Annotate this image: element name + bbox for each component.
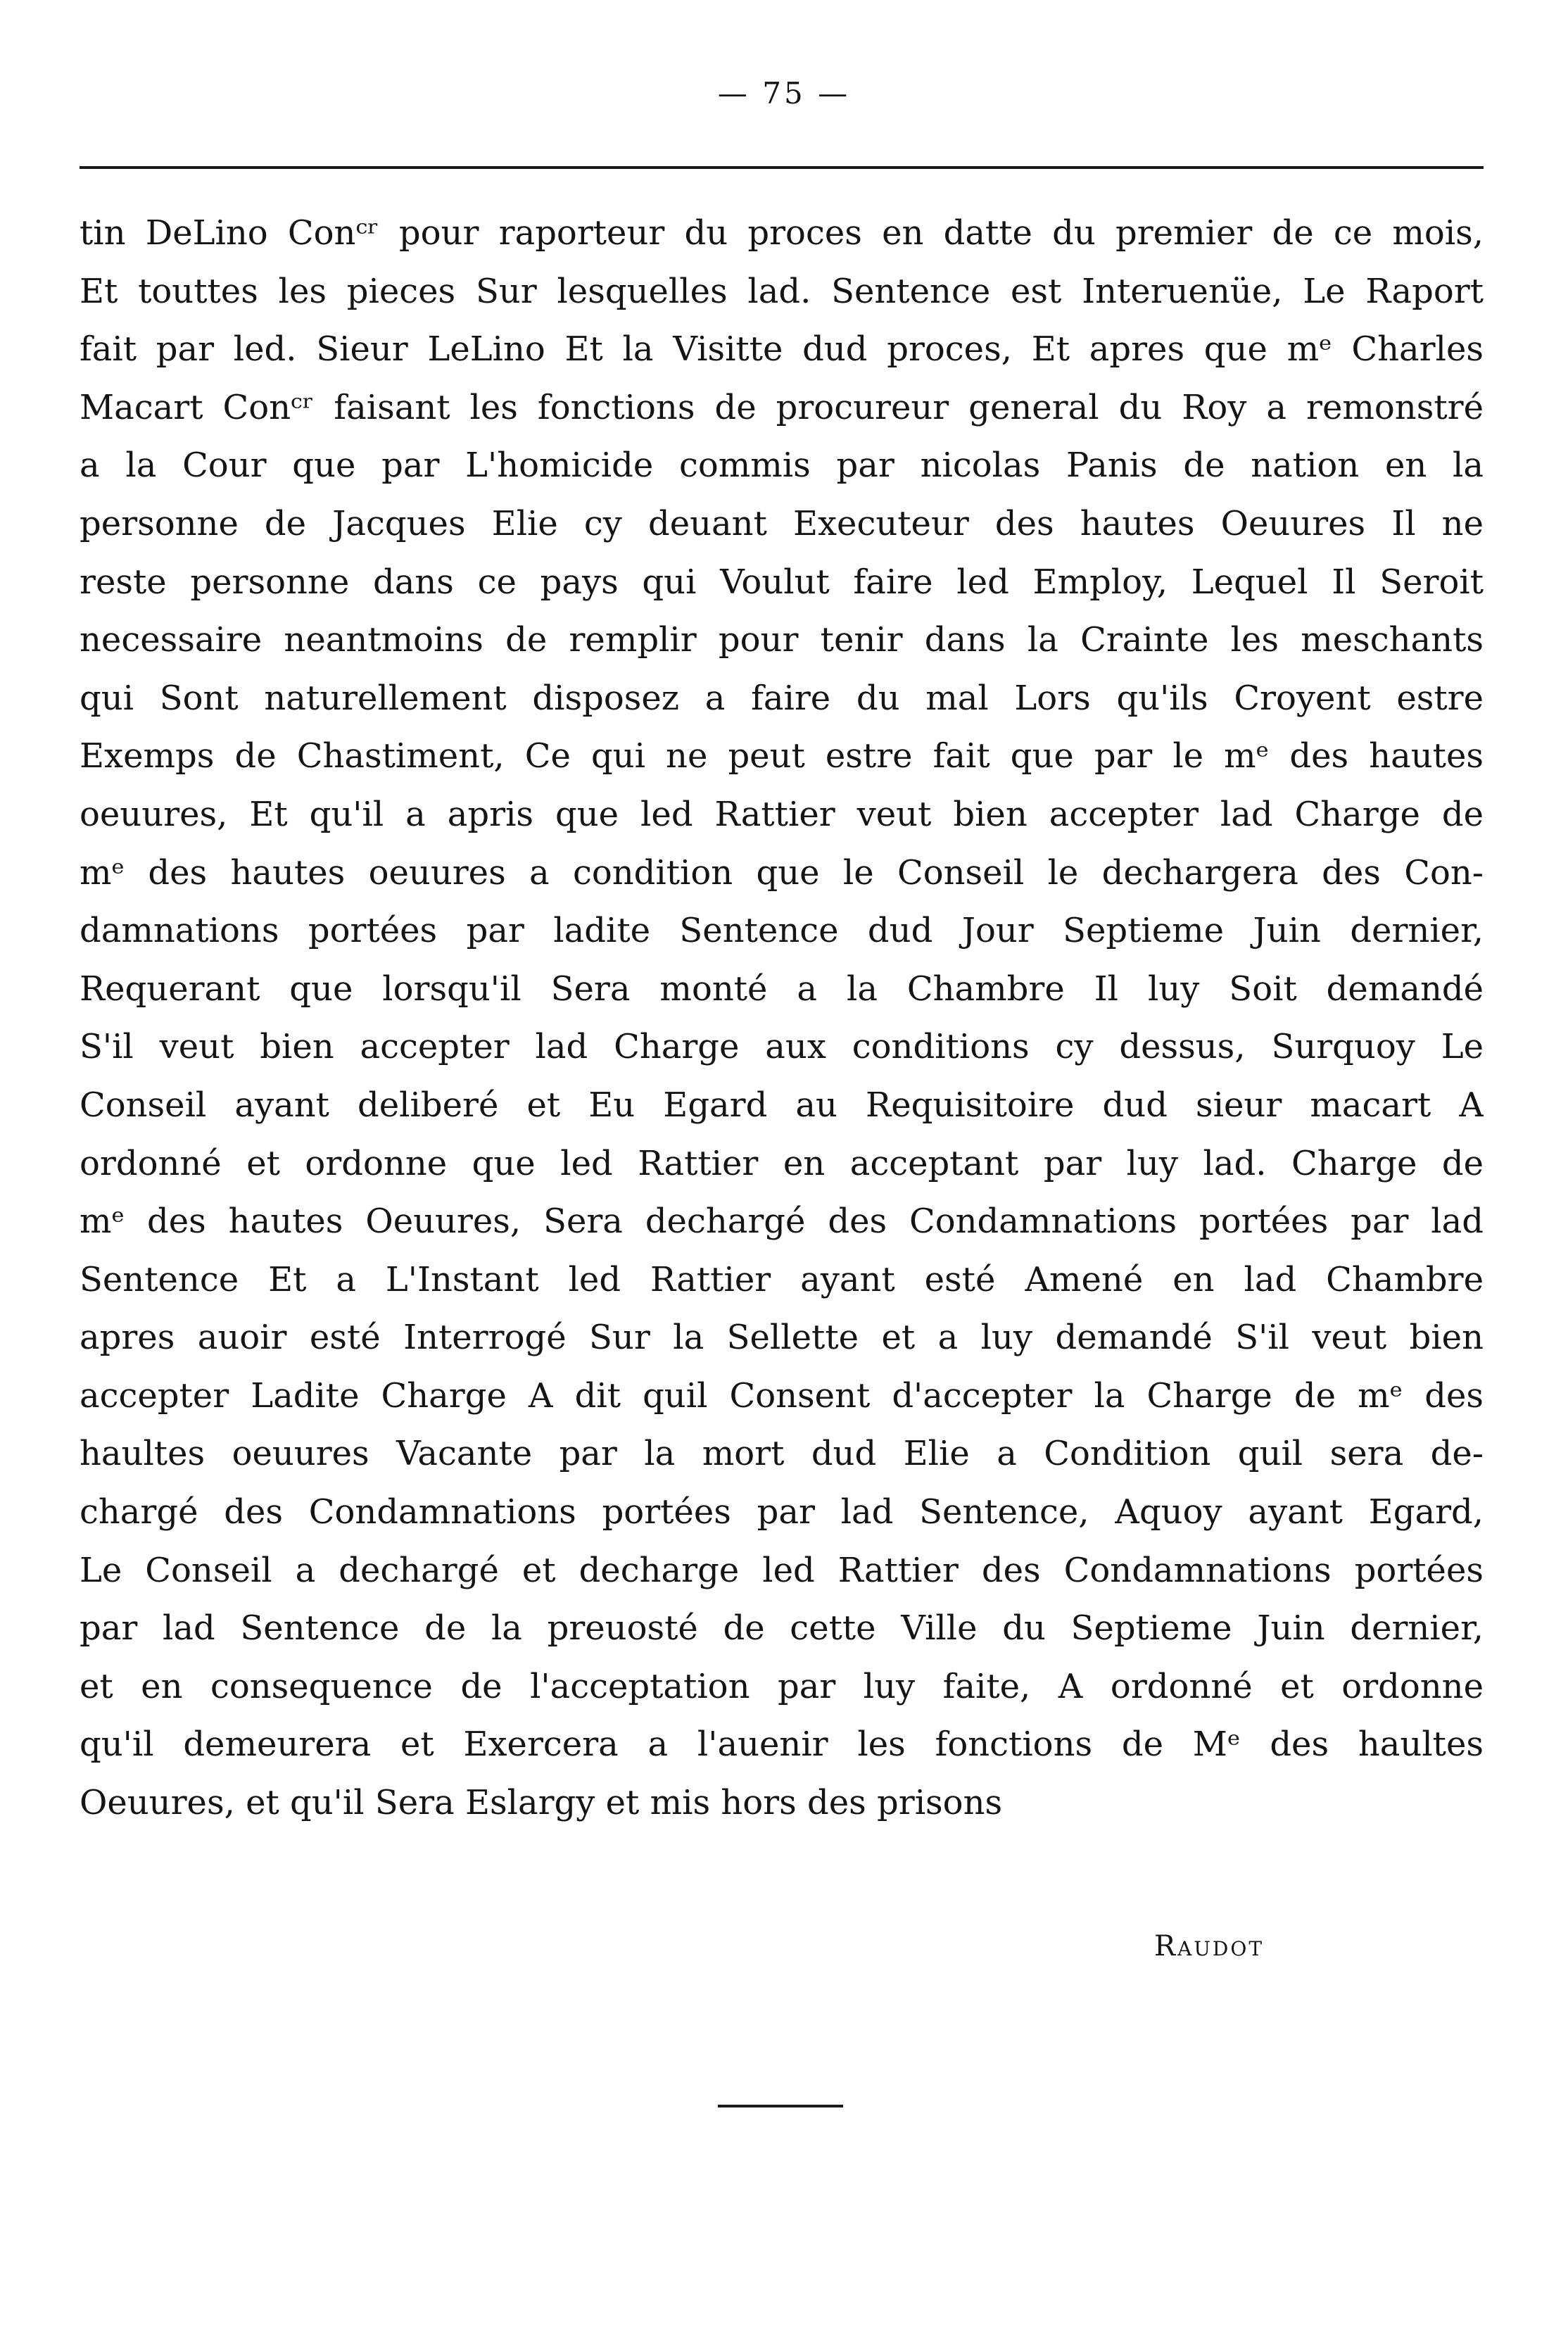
text-line: personne de Jacques Elie cy deuant Executeur des hautes Oeuures Il ne [80,503,1484,543]
text-line: Macart Conᶜʳ faisant les fonctions de procureur general du Roy a remonstré [80,387,1484,427]
text-line: mᵉ des hautes Oeuures, Sera dechargé des Condamnations portées par lad [80,1202,1484,1242]
text-line: par lad Sentence de la preuosté de cette Ville du Septieme Juin dernier, [80,1608,1484,1649]
end-rule [718,2105,843,2107]
text-line: apres auoir esté Interrogé Sur la Sellette et a luy demandé S'il veut bien [80,1318,1484,1358]
text-line: damnations portées par ladite Sentence dud Jour Septieme Juin dernier, [80,911,1484,951]
text-line: chargé des Condamnations portées par lad Sentence, Aquoy ayant Egard, [80,1492,1484,1532]
text-line: tin DeLino Conᶜʳ pour raporteur du proces en datte du premier de ce mois, [80,213,1484,253]
text-line: oeuures, Et qu'il a apris que led Rattier veut bien accepter lad Charge de [80,794,1484,834]
text-line: ordonné et ordonne que led Rattier en acceptant par luy lad. Charge de [80,1143,1484,1183]
text-line: mᵉ des hautes oeuures a condition que le Conseil le dechargera des Con- [80,852,1484,893]
text-line: accepter Ladite Charge A dit quil Consent d'accepter la Charge de mᵉ des [80,1375,1484,1416]
text-line: fait par led. Sieur LeLino Et la Visitte dud proces, Et apres que mᵉ Charles [80,329,1484,370]
text-line: Et touttes les pieces Sur lesquelles lad. Sentence est Interuenüe, Le Raport [80,271,1484,311]
text-line: qui Sont naturellement disposez a faire du mal Lors qu'ils Croyent estre [80,678,1484,718]
text-line: haultes oeuures Vacante par la mort dud Elie a Condition quil sera de- [80,1434,1484,1474]
page-number: — 75 — [717,76,851,111]
text-line: Le Conseil a dechargé et decharge led Rattier des Condamnations portées [80,1550,1484,1590]
text-line: Conseil ayant deliberé et Eu Egard au Requisitoire dud sieur macart A [80,1085,1484,1125]
text-line: S'il veut bien accepter lad Charge aux conditions cy dessus, Surquoy Le [80,1027,1484,1067]
text-line: qu'il demeurera et Exercera a l'auenir les fonctions de Mᵉ des haultes [80,1725,1484,1765]
text-line: et en consequence de l'acceptation par luy faite, A ordonné et ordonne [80,1666,1484,1706]
text-line: Oeuures, et qu'il Sera Eslargy et mis hors des prisons [80,1783,1003,1823]
header-rule [80,166,1484,169]
text-line: reste personne dans ce pays qui Voulut faire led Employ, Lequel Il Seroit [80,562,1484,602]
document-body [80,204,1484,1832]
text-line: a la Cour que par L'homicide commis par nicolas Panis de nation en la [80,446,1484,486]
signature: Raudot [1154,1930,1265,1962]
text-line: necessaire neantmoins de remplir pour tenir dans la Crainte les meschants [80,620,1484,660]
text-line: Exemps de Chastiment, Ce qui ne peut estre fait que par le mᵉ des hautes [80,736,1484,776]
text-line: Requerant que lorsqu'il Sera monté a la Chambre Il luy Soit demandé [80,969,1484,1009]
text-line: Sentence Et a L'Instant led Rattier ayant esté Amené en lad Chambre [80,1259,1484,1299]
